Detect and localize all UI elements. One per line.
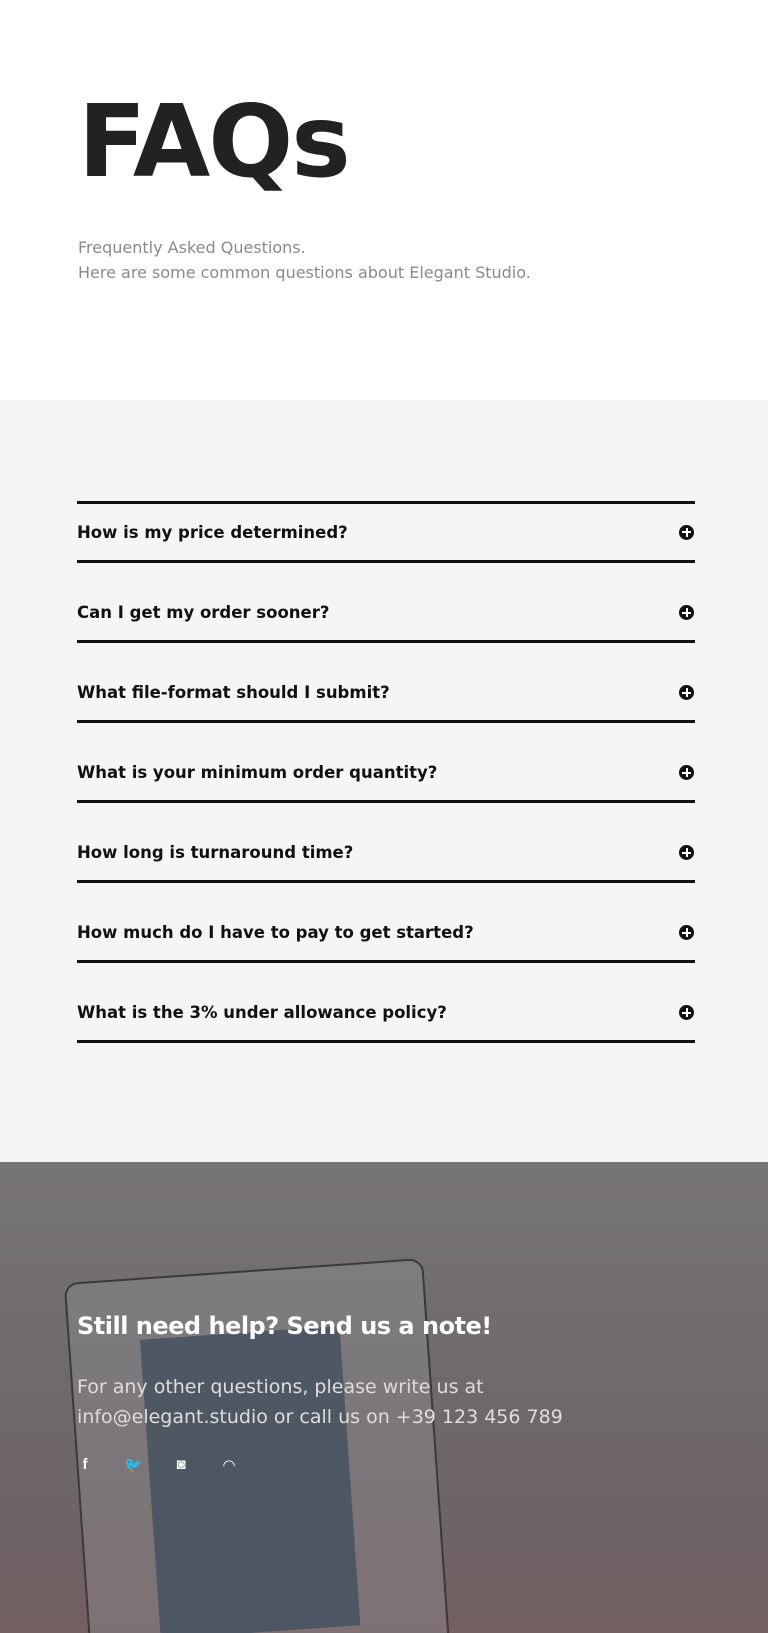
faq-question: What is your minimum order quantity? xyxy=(77,763,438,782)
page-title: FAQs xyxy=(78,83,349,200)
plus-circle-icon[interactable] xyxy=(679,685,694,700)
plus-circle-icon[interactable] xyxy=(679,1005,694,1020)
twitter-icon[interactable]: 🐦 xyxy=(124,1457,143,1474)
facebook-icon[interactable]: f xyxy=(82,1456,88,1473)
plus-circle-icon[interactable] xyxy=(679,765,694,780)
faq-item[interactable] xyxy=(77,504,695,563)
faq-question: Can I get my order sooner? xyxy=(77,603,330,622)
subtitle-line-2: Here are some common questions about Elegant Studio. xyxy=(78,263,531,282)
faq-question: How is my price determined? xyxy=(77,522,348,542)
faq-item[interactable] xyxy=(77,883,695,963)
faq-question: What file-format should I submit? xyxy=(77,683,390,702)
plus-circle-icon[interactable] xyxy=(679,845,694,860)
rss-icon[interactable]: ◠ xyxy=(223,1457,235,1474)
plus-circle-icon[interactable] xyxy=(679,525,694,540)
faq-item[interactable] xyxy=(77,963,695,1043)
footer-title: Still need help? Send us a note! xyxy=(77,1312,492,1340)
faq-item[interactable] xyxy=(77,643,695,723)
instagram-icon[interactable]: ◙ xyxy=(176,1456,186,1473)
faq-question: How long is turnaround time? xyxy=(77,843,354,862)
faq-section xyxy=(0,400,768,1162)
plus-circle-icon[interactable] xyxy=(679,605,694,620)
footer-text xyxy=(77,1372,637,1432)
faq-item[interactable] xyxy=(77,803,695,883)
contact-footer xyxy=(0,1162,768,1633)
page-subtitle xyxy=(78,235,531,285)
faq-question: What is the 3% under allowance policy? xyxy=(77,1003,447,1022)
plus-circle-icon[interactable] xyxy=(679,925,694,940)
faq-list xyxy=(77,501,695,1043)
social-links xyxy=(76,1456,238,1474)
faq-question: How much do I have to pay to get started? xyxy=(77,923,474,942)
footer-text-line-1: For any other questions, please write us at xyxy=(77,1376,484,1398)
faq-item[interactable] xyxy=(77,563,695,643)
footer-text-line-2: info@elegant.studio or call us on +39 123 456 789 xyxy=(77,1406,563,1428)
hero-section xyxy=(0,0,768,400)
faq-item[interactable] xyxy=(77,723,695,803)
subtitle-line-1: Frequently Asked Questions. xyxy=(78,238,306,257)
